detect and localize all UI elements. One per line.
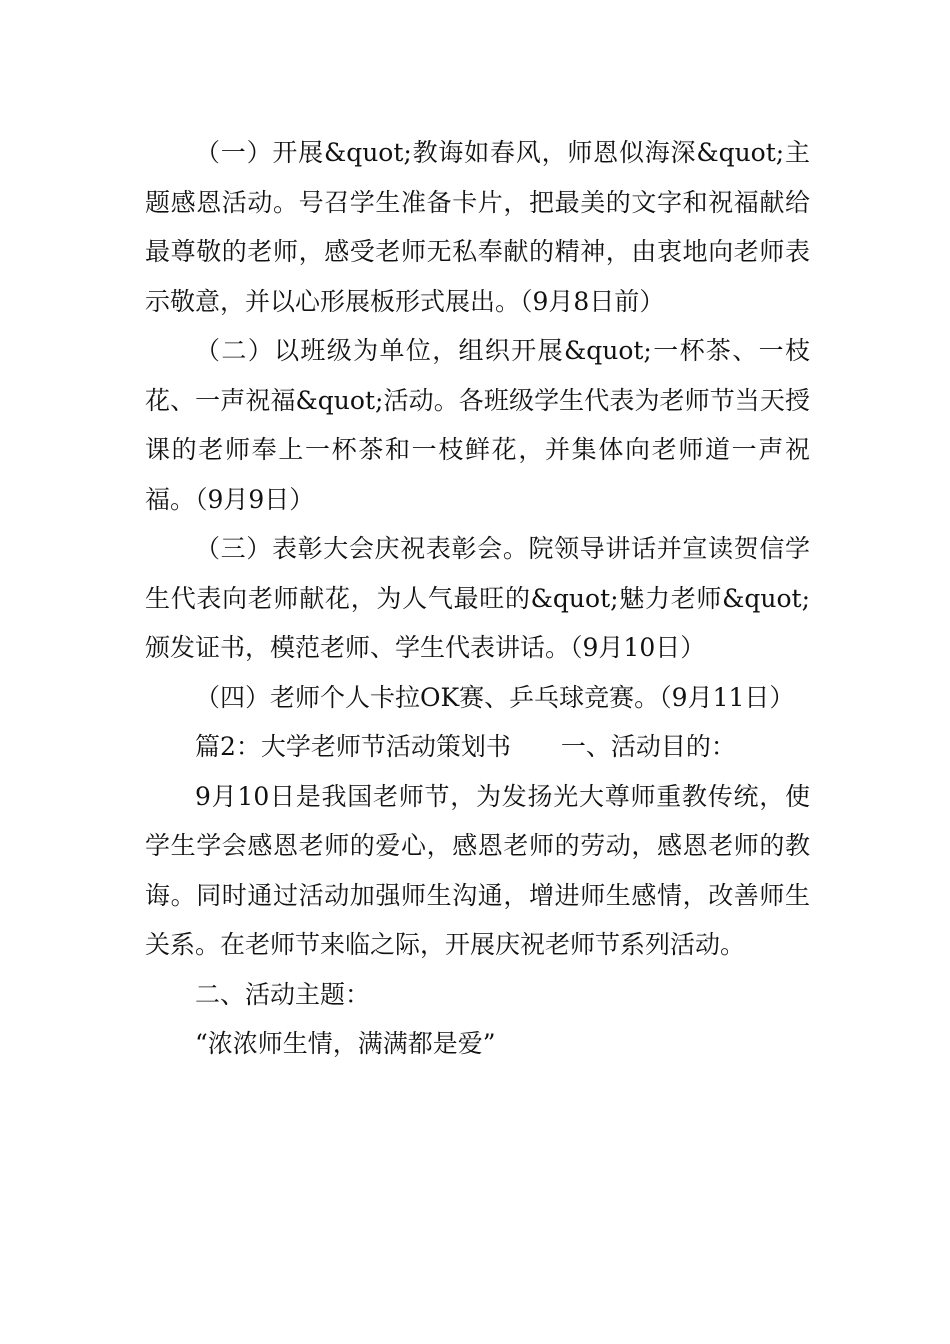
- paragraph-activity-1: （一）开展&quot;教诲如春风，师恩似海深&quot;主题感恩活动。号召学生准备卡片，把最美的文字和祝福献给最尊敬的老师，感受老师无私奉献的精神，由衷地向老师表示敬意，并以心形展板形式展出。（9月8日前）: [145, 138, 810, 316]
- paragraph-purpose: 9月10日是我国老师节，为发扬光大尊师重教传统，使学生学会感恩老师的爱心，感恩老师的劳动，感恩老师的教诲。同时通过活动加强师生沟通，增进师生感情，改善师生关系。在老师节来临之际，开展庆祝老师节系列活动。: [145, 781, 810, 959]
- document-body: [145, 128, 810, 1069]
- paragraph-activity-3: （三）表彰大会庆祝表彰会。院领导讲话并宣读贺信学生代表向老师献花，为人气最旺的&quot;魅力老师&quot;颁发证书，模范老师、学生代表讲话。（9月10日）: [145, 534, 810, 662]
- paragraph-activity-2: （二）以班级为单位，组织开展&quot;一杯茶、一枝花、一声祝福&quot;活动。各班级学生代表为老师节当天授课的老师奉上一杯茶和一枝鲜花，并集体向老师道一声祝福。（9月9日）: [145, 336, 810, 514]
- paragraph-theme-quote: “浓浓师生情，满满都是爱”: [195, 1029, 496, 1058]
- section-heading-theme: 二、活动主题：: [195, 979, 371, 1009]
- paragraph-activity-4: （四）老师个人卡拉OK赛、乒乓球竞赛。（9月11日）: [195, 682, 795, 712]
- section-heading-part2: 篇2：大学老师节活动策划书 一、活动目的：: [195, 732, 736, 761]
